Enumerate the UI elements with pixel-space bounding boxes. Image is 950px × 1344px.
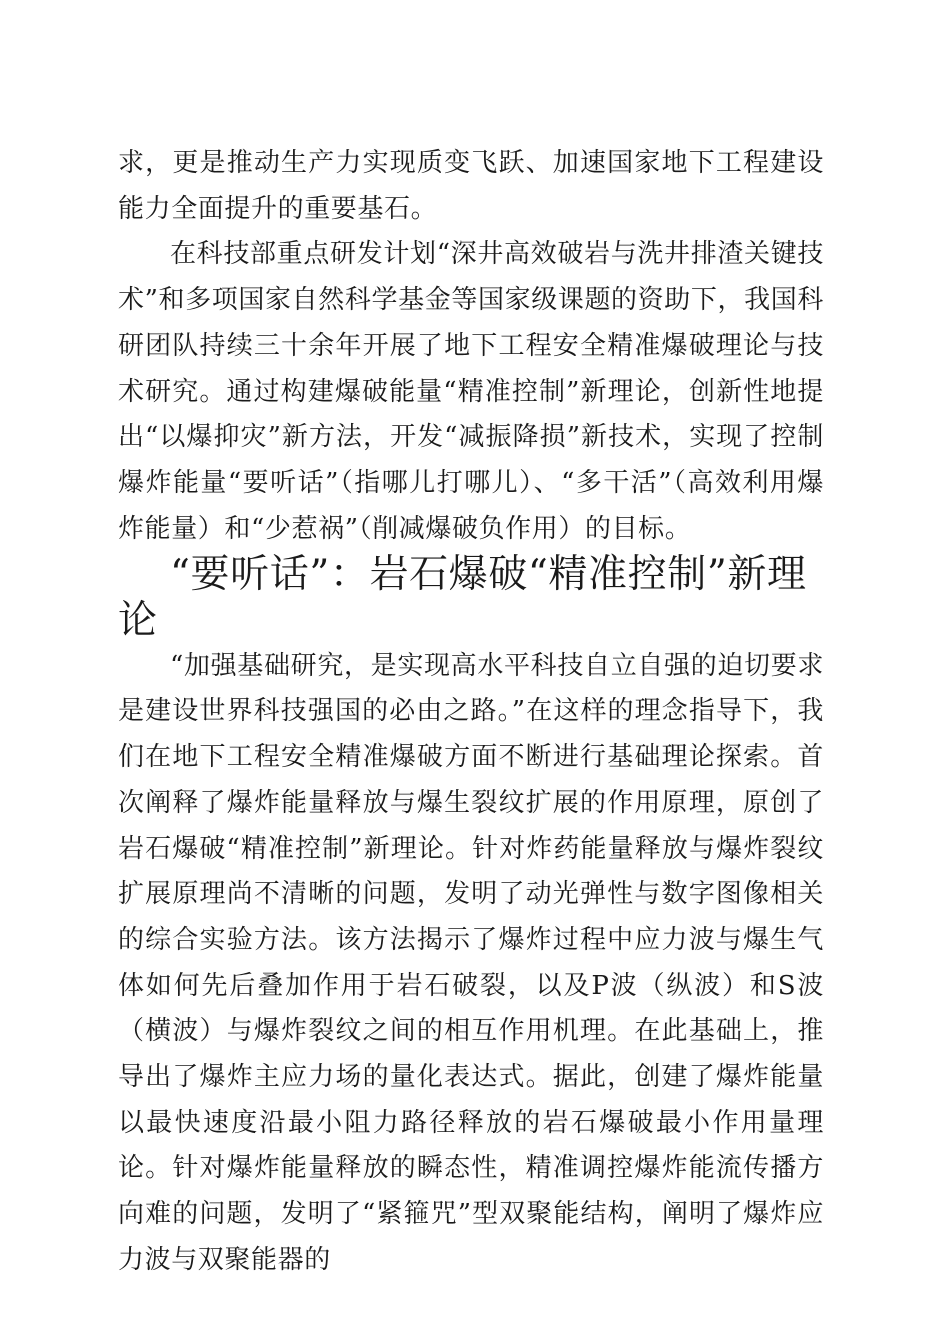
paragraph-theory: “加强基础研究，是实现高水平科技自立自强的迫切要求是建设世界科技强国的必由之路。”在这样的理念指导下，我们在地下工程安全精准爆破方面不断进行基础理论探索。首次阐释了爆炸能量释放与爆生裂纹扩展的作用原理，原创了岩石爆破“精准控制”新理论。针对炸药能量释放与爆炸裂纹扩展原理尚不清晰的问题，发明了动光弹性与数字图像相关的综合实验方法。该方法揭示了爆炸过程中应力波与爆生气体如何先后叠加作用于岩石破裂，以及P波（纵波）和S波（横波）与爆炸裂纹之间的相互作用机理。在此基础上，推导出了爆炸主应力场的量化表达式。据此，创建了爆炸能量以最快速度沿最小阻力路径释放的岩石爆破最小作用量理论。针对爆炸能量释放的瞬态性，精准调控爆炸能流传播方向难的问题，发明了“紧箍咒”型双聚能结构，阐明了爆炸应力波与双聚能器的 [118,650,824,1275]
document-body [118,141,824,1284]
section-heading: “要听话”：岩石爆破“精准控制”新理论 [118,552,807,644]
paragraph-research-intro: 在科技部重点研发计划“深井高效破岩与洗井排渣关键技术”和多项国家自然科学基金等国家级课题的资助下，我国科研团队持续三十余年开展了地下工程安全精准爆破理论与技术研究。通过构建爆破能量“精准控制”新理论，创新性地提出“以爆抑灾”新方法，开发“减振降损”新技术，实现了控制爆炸能量“要听话”（指哪儿打哪儿）、“多干活”（高效利用爆炸能量）和“少惹祸”（削减爆破负作用）的目标。 [118,239,824,544]
paragraph-continuation: 求，更是推动生产力实现质变飞跃、加速国家地下工程建设能力全面提升的重要基石。 [118,148,824,224]
